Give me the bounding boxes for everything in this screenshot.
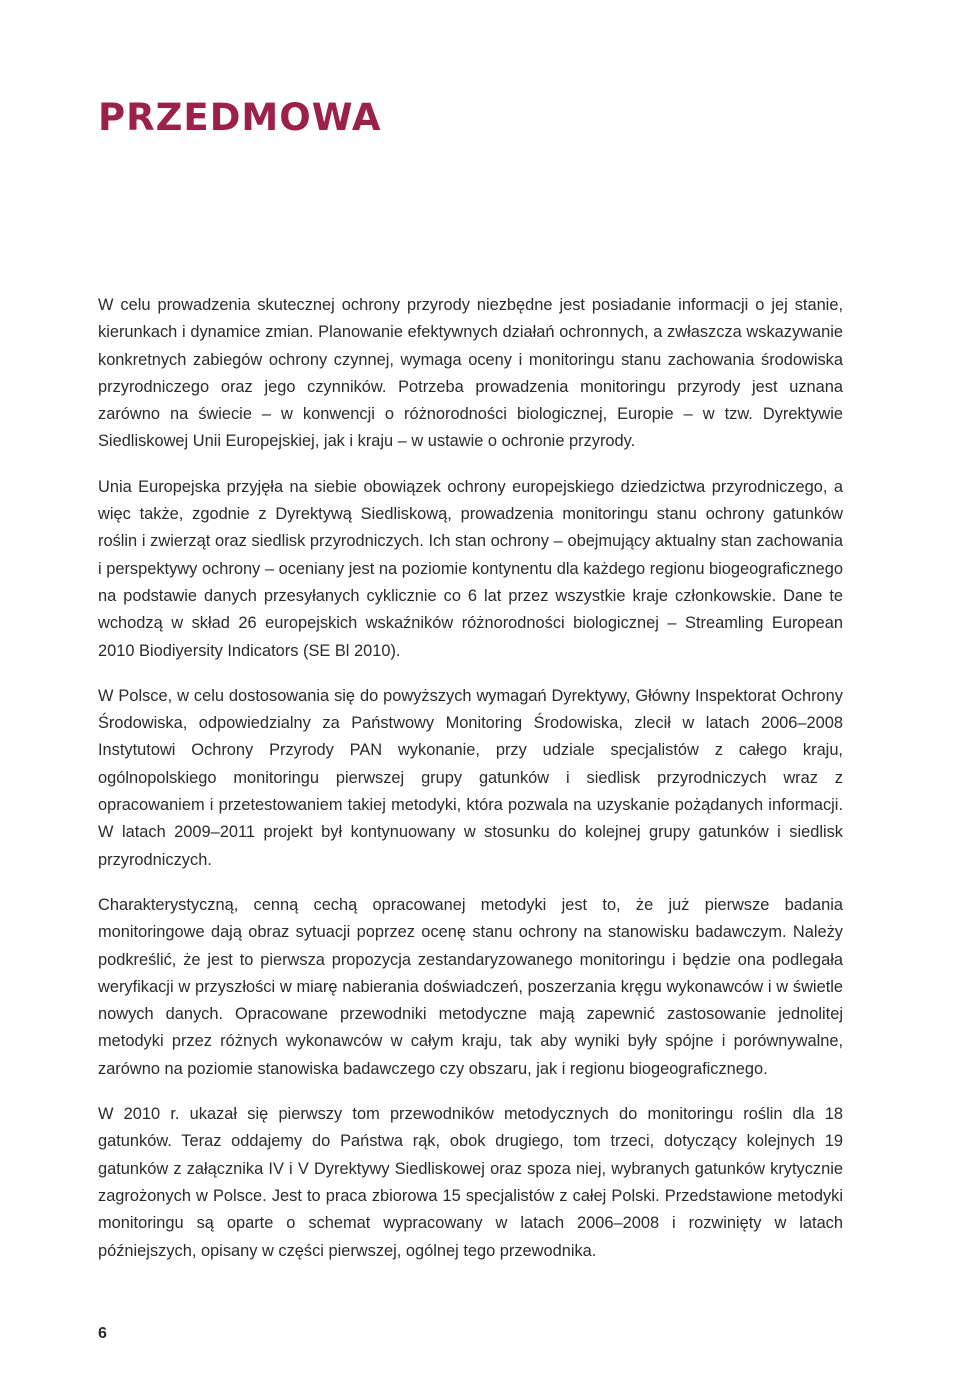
page-number: 6 <box>98 1325 107 1342</box>
paragraph-5: W 2010 r. ukazał się pierwszy tom przewodników metodycznych do monitoringu roślin dla 18 gatunków. Teraz oddajemy do Państwa rąk, obok drugiego, tom trzeci, dotyczący kolejnych 19 gatunków z załącznika IV i V Dyrektywy Siedliskowej oraz spoza niej, wybranych gatunków krytycznie zagrożonych w Polsce. Jest to praca zbiorowa 15 specjalistów z całej Polski. Przedstawione metodyki monitoringu są oparte o schemat wypracowany w latach 2006–2008 i rozwinięty w latach późniejszych, opisany w części pierwszej, ogólnej tego przewodnika. <box>98 1105 843 1260</box>
page-title: PRZEDMOWA <box>98 96 382 139</box>
paragraph-2: Unia Europejska przyjęła na siebie obowiązek ochrony europejskiego dziedzictwa przyrodniczego, a więc także, zgodnie z Dyrektywą Siedliskową, prowadzenia monitoringu stanu ochrony gatunków roślin i zwierząt oraz siedlisk przyrodniczych. Ich stan ochrony – obejmujący aktualny stan zachowania i perspektywy ochrony – oceniany jest na poziomie kontynentu dla każdego regionu biogeograficznego na podstawie danych przesyłanych cyklicznie co 6 lat przez wszystkie kraje członkowskie. Dane te wchodzą w skład 26 europejskich wskaźników różnorodności biologicznej – Streamling European 2010 Biodiyersity Indicators (SE Bl 2010). <box>98 477 843 660</box>
paragraph-3: W Polsce, w celu dostosowania się do powyższych wymagań Dyrektywy, Główny Inspektorat Ochrony Środowiska, odpowiedzialny za Państwowy Monitoring Środowiska, zlecił w latach 2006–2008 Instytutowi Ochrony Przyrody PAN wykonanie, przy udziale specjalistów z całego kraju, ogólnopolskiego monitoringu pierwszej grupy gatunków i siedlisk przyrodniczych wraz z opracowaniem i przetestowaniem takiej metodyki, która pozwala na uzyskanie pożądanych informacji. W latach 2009–2011 projekt był kontynuowany w stosunku do kolejnej grupy gatunków i siedlisk przyrodniczych. <box>98 686 843 869</box>
paragraph-4: Charakterystyczną, cenną cechą opracowanej metodyki jest to, że już pierwsze badania monitoringowe dają obraz sytuacji poprzez ocenę stanu ochrony na stanowisku badawczym. Należy podkreślić, że jest to pierwsza propozycja zestandaryzowanego monitoringu i będzie ona podlegała weryfikacji w przyszłości w miarę nabierania doświadczeń, poszerzania kręgu wykonawców i w świetle nowych danych. Opracowane przewodniki metodyczne mają zapewnić zastosowanie jednolitej metodyki przez różnych wykonawców w całym kraju, tak aby wyniki były spójne i porównywalne, zarówno na poziomie stanowiska badawczego czy obszaru, jak i regionu biogeograficznego. <box>98 895 843 1078</box>
paragraph-1: W celu prowadzenia skutecznej ochrony przyrody niezbędne jest posiadanie informacji o jej stanie, kierunkach i dynamice zmian. Planowanie efektywnych działań ochronnych, a zwłaszcza wskazywanie konkretnych zabiegów ochrony czynnej, wymaga oceny i monitoringu stanu zachowania środowiska przyrodniczego oraz jego czynników. Potrzeba prowadzenia monitoringu przyrody jest uznana zarówno na świecie – w konwencji o różnorodności biologicznej, Europie – w tzw. Dyrektywie Siedliskowej Unii Europejskiej, jak i kraju – w ustawie o ochronie przyrody. <box>98 296 843 451</box>
body-text <box>98 292 843 1283</box>
